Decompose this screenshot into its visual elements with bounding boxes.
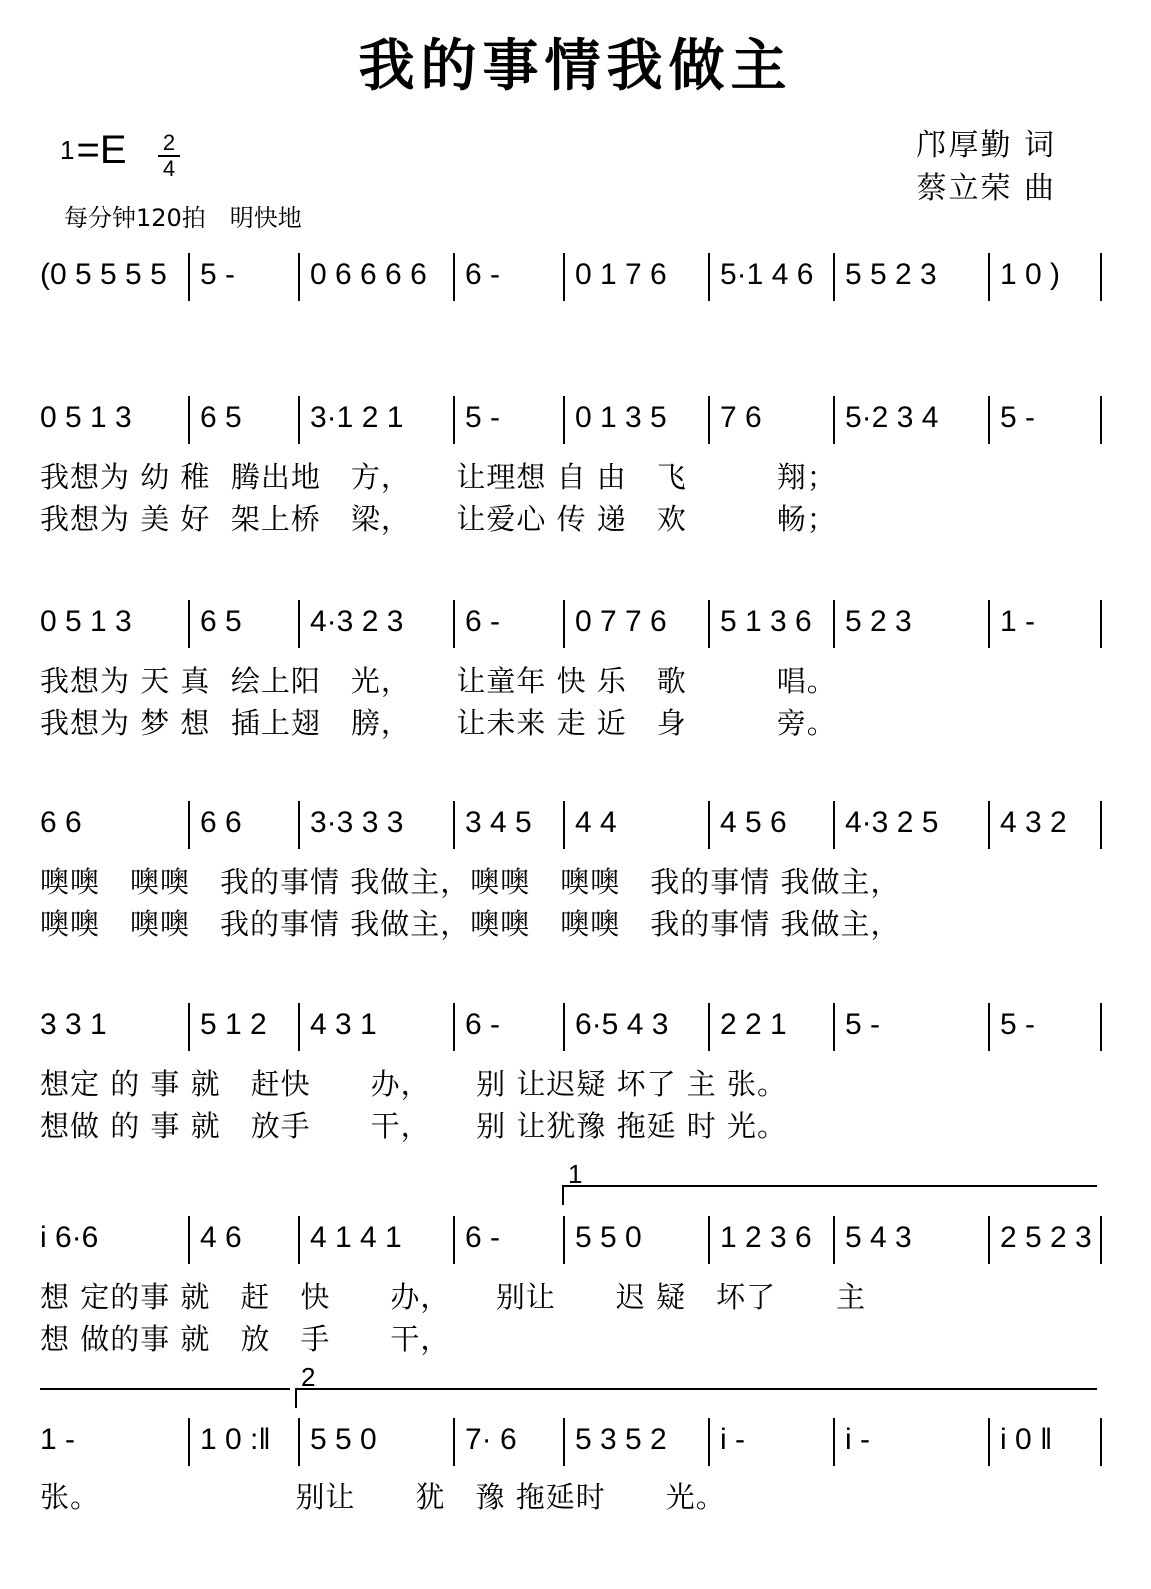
barline: [453, 600, 455, 648]
measure: 6 -: [465, 605, 501, 638]
score-row: [28, 388, 1108, 448]
barline: [708, 1216, 710, 1264]
measure: 5 -: [845, 1008, 881, 1041]
barline: [453, 1216, 455, 1264]
score-row: [28, 1410, 1108, 1470]
barline: [188, 1216, 190, 1264]
lyric-line: 张。 别让 犹 豫 拖延时 光。: [40, 1480, 726, 1514]
barline: [563, 396, 565, 444]
measure: 4 6: [200, 1221, 242, 1254]
barline: [298, 801, 300, 849]
measure: 5 -: [1000, 1008, 1036, 1041]
measure: 4·3 2 5: [845, 806, 939, 839]
volta-number: 2: [301, 1362, 316, 1392]
measure: 0 7 7 6: [575, 605, 667, 638]
barline: [298, 1418, 300, 1466]
barline: [1100, 253, 1102, 301]
score-row: [28, 995, 1108, 1055]
key-one: 1: [60, 135, 75, 165]
measure: 6 -: [465, 1221, 501, 1254]
lyric-line: 噢噢 噢噢 我的事情 我做主，噢噢 噢噢 我的事情 我做主，: [40, 907, 901, 941]
measure: 4 1 4 1: [310, 1221, 402, 1254]
measure: 5 -: [465, 401, 501, 434]
composer: 蔡立荣 曲: [916, 171, 1056, 206]
barline: [188, 1418, 190, 1466]
measure: 1 2 3 6: [720, 1221, 812, 1254]
barline: [1100, 396, 1102, 444]
barline: [988, 1003, 990, 1051]
barline: [833, 1418, 835, 1466]
measure: 5 -: [1000, 401, 1036, 434]
barline: [188, 600, 190, 648]
measure: 5 3 5 2: [575, 1423, 667, 1456]
barline: [298, 396, 300, 444]
tempo-marking: 每分钟120拍 明快地: [64, 204, 302, 232]
barline: [1100, 801, 1102, 849]
barline: [1100, 600, 1102, 648]
barline: [708, 801, 710, 849]
lyric-line: 我想为 幼 稚 腾出地 方， 让理想 自 由 飞 翔；: [40, 460, 837, 494]
barline: [563, 1003, 565, 1051]
barline: [988, 396, 990, 444]
barline: [563, 1216, 565, 1264]
measure: 4 3 1: [310, 1008, 377, 1041]
volta-line: [40, 1388, 290, 1390]
barline: [833, 396, 835, 444]
barline: [833, 600, 835, 648]
lyric-line: 想做 的 事 就 放手 干， 别 让犹豫 拖延 时 光。: [40, 1109, 788, 1143]
measure: 6 6: [200, 806, 242, 839]
barline: [188, 1003, 190, 1051]
measure: 6 -: [465, 258, 501, 291]
measure: 4 3 2: [1000, 806, 1067, 839]
barline: [988, 600, 990, 648]
volta-number: 1: [568, 1159, 583, 1189]
measure: 5 -: [200, 258, 236, 291]
barline: [453, 801, 455, 849]
measure: 1 0 :‖: [200, 1423, 271, 1456]
barline: [1100, 1418, 1102, 1466]
time-top: 2: [162, 130, 176, 155]
measure: 2 2 1: [720, 1008, 787, 1041]
barline: [563, 253, 565, 301]
measure: 6 6: [40, 806, 82, 839]
measure: 1 -: [1000, 605, 1036, 638]
measure: 6 5: [200, 401, 242, 434]
barline: [563, 801, 565, 849]
time-signature: [158, 132, 180, 180]
barline: [708, 1003, 710, 1051]
measure: 5 2 3: [845, 605, 912, 638]
measure: 1 -: [40, 1423, 76, 1456]
measure: 5 1 3 6: [720, 605, 812, 638]
barline: [188, 253, 190, 301]
barline: [298, 1216, 300, 1264]
barline: [1100, 1216, 1102, 1264]
lyricist: 邝厚勤 词: [916, 128, 1056, 163]
measure: 3·1 2 1: [310, 401, 404, 434]
barline: [988, 253, 990, 301]
measure: 3 4 5: [465, 806, 532, 839]
measure: 2 5 2 3: [1000, 1221, 1092, 1254]
measure: 1 0 ): [1000, 258, 1061, 291]
lyric-line: 想定 的 事 就 赶快 办， 别 让迟疑 坏了 主 张。: [40, 1067, 788, 1101]
song-title: 我的事情我做主: [358, 33, 793, 99]
measure: 5·2 3 4: [845, 401, 939, 434]
barline: [708, 253, 710, 301]
lyric-line: 想 做的事 就 放 手 干，: [40, 1322, 451, 1356]
barline: [833, 253, 835, 301]
measure: 4·3 2 3: [310, 605, 404, 638]
measure: 6·5 4 3: [575, 1008, 669, 1041]
barline: [563, 1418, 565, 1466]
measure: 5·1 4 6: [720, 258, 814, 291]
lyric-line: 我想为 美 好 架上桥 梁， 让爱心 传 递 欢 畅；: [40, 502, 837, 536]
measure: 0 5 1 3: [40, 605, 132, 638]
barline: [453, 1003, 455, 1051]
barline: [1100, 1003, 1102, 1051]
measure: i -: [845, 1423, 870, 1456]
lyric-line: 我想为 梦 想 插上翅 膀， 让未来 走 近 身 旁。: [40, 706, 837, 740]
measure: 7· 6: [465, 1423, 517, 1456]
measure: 3·3 3 3: [310, 806, 404, 839]
barline: [833, 1003, 835, 1051]
volta-bracket-2: [295, 1362, 1097, 1392]
measure: 0 5 1 3: [40, 401, 132, 434]
time-bottom: 4: [162, 156, 176, 181]
barline: [833, 1216, 835, 1264]
measure: 5 1 2: [200, 1008, 267, 1041]
barline: [833, 801, 835, 849]
key-signature: [60, 128, 127, 173]
measure: 3 3 1: [40, 1008, 107, 1041]
score-row: [28, 592, 1108, 652]
barline: [988, 1418, 990, 1466]
measure: (0 5 5 5 5: [40, 258, 167, 291]
measure: i -: [720, 1423, 745, 1456]
barline: [708, 1418, 710, 1466]
barline: [188, 396, 190, 444]
barline: [563, 600, 565, 648]
barline: [453, 253, 455, 301]
barline: [708, 600, 710, 648]
barline: [298, 253, 300, 301]
measure: 6 5: [200, 605, 242, 638]
lyric-line: 想 定的事 就 赶 快 办， 别让 迟 疑 坏了 主: [40, 1280, 867, 1314]
barline: [988, 801, 990, 849]
volta-bracket-1: [562, 1159, 1097, 1189]
measure: 6 -: [465, 1008, 501, 1041]
measure: 7 6: [720, 401, 762, 434]
key-eq: =E: [76, 128, 127, 172]
measure: 5 4 3: [845, 1221, 912, 1254]
barline: [298, 1003, 300, 1051]
barline: [453, 396, 455, 444]
measure: 0 1 3 5: [575, 401, 667, 434]
measure: i 0 ‖: [1000, 1423, 1053, 1456]
barline: [708, 396, 710, 444]
measure: i 6·6: [40, 1221, 99, 1254]
measure: 5 5 0: [310, 1423, 377, 1456]
measure: 5 5 2 3: [845, 258, 937, 291]
measure: 0 6 6 6 6: [310, 258, 427, 291]
barline: [188, 801, 190, 849]
barline: [298, 600, 300, 648]
barline: [988, 1216, 990, 1264]
score-row: [28, 793, 1108, 853]
measure: 5 5 0: [575, 1221, 642, 1254]
measure: 0 1 7 6: [575, 258, 667, 291]
score-row: [28, 1208, 1108, 1268]
measure: 4 4: [575, 806, 617, 839]
lyric-line: 噢噢 噢噢 我的事情 我做主，噢噢 噢噢 我的事情 我做主，: [40, 865, 901, 899]
barline: [453, 1418, 455, 1466]
measure: 4 5 6: [720, 806, 787, 839]
lyric-line: 我想为 天 真 绘上阳 光， 让童年 快 乐 歌 唱。: [40, 664, 837, 698]
score-row: [28, 245, 1108, 305]
